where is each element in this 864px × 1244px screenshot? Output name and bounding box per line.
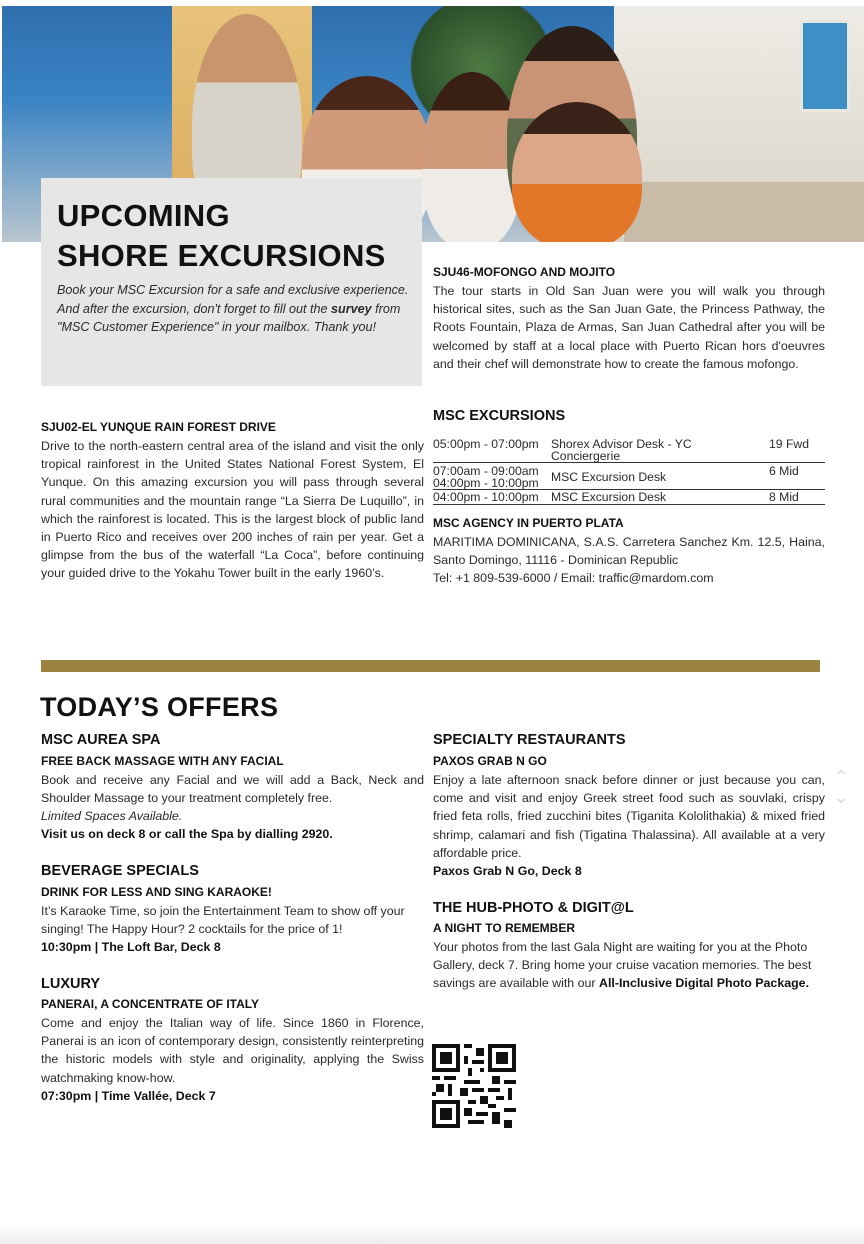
agency-address: MARITIMA DOMINICANA, S.A.S. Carretera Sanchez Km. 12.5, Haina, Santo Domingo, 11116 - Dominican Republic bbox=[433, 535, 825, 568]
table-row bbox=[433, 436, 825, 463]
sju02-text: Drive to the north-eastern central area of the island and visit the only tropical rainforest in the United States National Forest System, El Yunque. On this amazing excursion you will pass through several rural communities and the mountain range “La Sierra De Luquillo”, in which the rainforest is located. This is the largest block of public land in Puerto Rico and receives over 200 inches of rain per year. Get a glimpse from the bus of the waterfall “La Coca”, before continuing your guided drive to the Yokahu Tower built in the early 1960’s. bbox=[41, 439, 424, 581]
row-place: MSC Excursion Desk bbox=[551, 470, 667, 484]
hub-heading: THE HUB-PHOTO & DIGIT@L bbox=[433, 900, 634, 916]
scroll-control[interactable] bbox=[824, 768, 858, 832]
chevron-down-icon[interactable]: ⌄ bbox=[833, 787, 849, 808]
page-title bbox=[57, 196, 386, 276]
intro-part-2: from "MSC Customer Experience" in your mailbox. Thank you! bbox=[57, 301, 401, 334]
intro-survey: survey bbox=[331, 301, 372, 316]
msc-excursions-heading: MSC EXCURSIONS bbox=[433, 408, 566, 424]
chevron-up-icon[interactable]: ⌃ bbox=[833, 767, 849, 788]
luxury-cta: 07:30pm | Time Vallée, Deck 7 bbox=[41, 1089, 216, 1103]
hub-sub: A NIGHT TO REMEMBER bbox=[433, 921, 576, 935]
row-deck: 19 Fwd bbox=[769, 437, 809, 451]
restaurants-text: Enjoy a late afternoon snack before dinner or just because you can, come and visit and enjoy Greek street food such as souvlaki, crispy fried feta rolls, fried zucchini bites (Tiganita Kololithakia) & mixed fried shrimp, calamari and fish (Tigatina Thalassina). All available at a very affordable price. bbox=[433, 773, 825, 860]
msc-excursions-table bbox=[433, 436, 825, 505]
hub-text bbox=[433, 938, 825, 993]
beverage-cta: 10:30pm | The Loft Bar, Deck 8 bbox=[41, 940, 221, 954]
sju02-title: SJU02-EL YUNQUE RAIN FOREST DRIVE bbox=[41, 420, 276, 434]
qr-code bbox=[432, 1044, 516, 1128]
intro-text bbox=[57, 281, 412, 337]
restaurants-heading: SPECIALTY RESTAURANTS bbox=[433, 732, 626, 748]
spa-sub: FREE BACK MASSAGE WITH ANY FACIAL bbox=[41, 754, 284, 768]
restaurants-sub: PAXOS GRAB N GO bbox=[433, 754, 547, 768]
agency-heading: MSC AGENCY IN PUERTO PLATA bbox=[433, 516, 624, 530]
luxury-text: Come and enjoy the Italian way of life. Since 1860 in Florence, Panerai is an icon of contemporary design, consistently reinterpreting the historic models with style and originality, applying the Swiss watchmaking know-how. bbox=[41, 1016, 424, 1085]
spa-cta: Visit us on deck 8 or call the Spa by dialling 2920. bbox=[41, 827, 333, 841]
row-deck: 8 Mid bbox=[769, 490, 799, 504]
row-place: MSC Excursion Desk bbox=[551, 490, 667, 504]
row-time: 05:00pm - 07:00pm bbox=[433, 437, 539, 451]
beverage-heading: BEVERAGE SPECIALS bbox=[41, 863, 199, 879]
beverage-text: It’s Karaoke Time, so join the Entertainment Team to show off your singing! The Happy Hour? 2 cocktails for the price of 1! bbox=[41, 904, 405, 937]
spa-heading: MSC AUREA SPA bbox=[41, 732, 161, 748]
restaurants-cta: Paxos Grab N Go, Deck 8 bbox=[433, 864, 582, 878]
row-deck: 6 Mid bbox=[769, 464, 799, 478]
title-line-2: SHORE EXCURSIONS bbox=[57, 238, 386, 273]
row-place: Shorex Advisor Desk - YC Conciergerie bbox=[551, 437, 692, 463]
section-divider bbox=[41, 660, 820, 672]
title-line-1: UPCOMING bbox=[57, 198, 230, 233]
hub-text-part-1: Your photos from the last Gala Night are waiting for you at the Photo Gallery, deck 7. Bring home your cruise vacation memories. The best savings are available with our bbox=[433, 940, 812, 991]
row-time: 07:00am - 09:00am 04:00pm - 10:00pm bbox=[433, 464, 539, 490]
spa-text: Book and receive any Facial and we will add a Back, Neck and Shoulder Massage to your treatment completely free. bbox=[41, 773, 424, 806]
table-row bbox=[433, 490, 825, 505]
luxury-heading: LUXURY bbox=[41, 976, 101, 992]
table-row bbox=[433, 463, 825, 490]
sju46-title: SJU46-MOFONGO AND MOJITO bbox=[433, 265, 616, 279]
agency-contact: Tel: +1 809-539-6000 / Email: traffic@mardom.com bbox=[433, 571, 714, 585]
hub-text-bold: All-Inclusive Digital Photo Package. bbox=[599, 976, 810, 991]
spa-note: Limited Spaces Available. bbox=[41, 809, 183, 823]
beverage-sub: DRINK FOR LESS AND SING KARAOKE! bbox=[41, 885, 272, 899]
offers-title: TODAY’S OFFERS bbox=[40, 692, 279, 722]
row-time: 04:00pm - 10:00pm bbox=[433, 490, 539, 504]
luxury-sub: PANERAI, A CONCENTRATE OF ITALY bbox=[41, 997, 260, 1011]
intro-part-1: Book your MSC Excursion for a safe and exclusive experience. And after the excursion, don't forget to fill out the bbox=[57, 283, 409, 316]
page-bottom-edge bbox=[0, 1226, 864, 1244]
sju46-text: The tour starts in Old San Juan were you will walk you through historical sites, such as the San Juan Gate, the Princess Pathway, the Roots Fountain, Plaza de Armas, San Juan Cathedral after you will be welcomed by staff at a local place with Puerto Rican hors d'oeuvres and their chef will demonstrate how to create the famous mofongo. bbox=[433, 284, 825, 371]
